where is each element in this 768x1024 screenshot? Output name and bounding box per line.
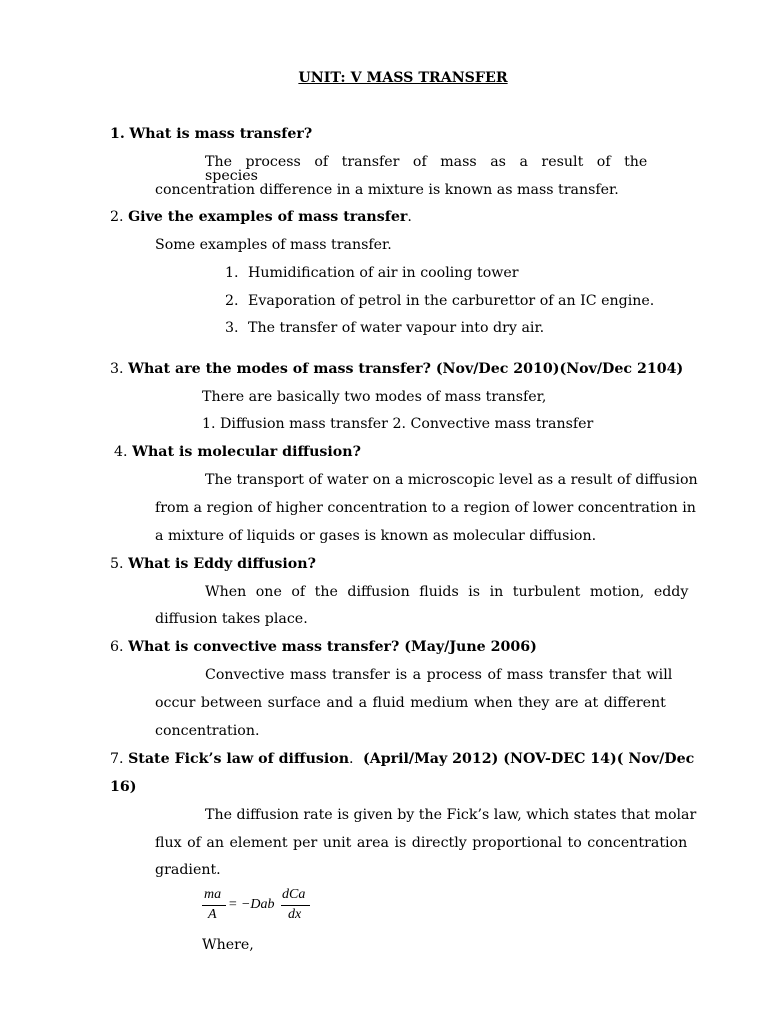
answer-line: occur between surface and a fluid medium when they are at different bbox=[155, 695, 666, 711]
question-reference: (April/May 2012) (NOV-DEC 14)( Nov/Dec bbox=[363, 751, 695, 767]
answer-line: gradient. bbox=[155, 862, 221, 878]
question-text: What is convective mass transfer? (May/June 2006) bbox=[128, 639, 537, 655]
list-item: 3. The transfer of water vapour into dry air. bbox=[225, 320, 545, 336]
lhs-numerator: ma bbox=[204, 887, 222, 902]
question-number: 1. bbox=[110, 126, 125, 142]
where-label: Where, bbox=[202, 937, 254, 953]
question-number: 6. bbox=[110, 639, 124, 655]
answer-line: Convective mass transfer is a process of mass transfer that will bbox=[205, 667, 673, 683]
answer-line: There are basically two modes of mass transfer, bbox=[202, 389, 547, 405]
rhs-numerator: dCa bbox=[282, 887, 306, 902]
answer-line: The diffusion rate is given by the Fick’s law, which states that molar bbox=[205, 807, 697, 823]
answer-line: concentration. bbox=[155, 723, 260, 739]
answer-line: concentration difference in a mixture is known as mass transfer. bbox=[155, 182, 619, 198]
answer-line: Some examples of mass transfer. bbox=[155, 237, 392, 253]
list-item: 2. Evaporation of petrol in the carburettor of an IC engine. bbox=[225, 293, 655, 309]
equals-dab: = −Dab bbox=[228, 897, 275, 912]
question-2: 2. Give the examples of mass transfer. bbox=[110, 209, 412, 225]
question-3 bbox=[110, 362, 683, 376]
question-text: What is Eddy diffusion? bbox=[128, 556, 316, 572]
question-text: What is mass transfer? bbox=[129, 126, 313, 142]
question-reference-cont: 16) bbox=[110, 779, 137, 795]
question-number: 2. bbox=[110, 209, 124, 225]
list-item: 1. Humidification of air in cooling tower bbox=[225, 265, 519, 281]
answer-line: flux of an element per unit area is directly proportional to concentration bbox=[155, 835, 688, 851]
question-5 bbox=[110, 557, 316, 571]
question-number: 4. bbox=[114, 444, 128, 460]
question-text: Give the examples of mass transfer bbox=[128, 209, 408, 225]
fraction-bar bbox=[281, 905, 310, 906]
answer-line bbox=[205, 155, 693, 183]
question-number: 5. bbox=[110, 556, 124, 572]
answer-line: diffusion takes place. bbox=[155, 611, 308, 627]
question-number: 7. bbox=[110, 751, 124, 767]
question-number: 3. bbox=[110, 361, 124, 377]
answer-line: from a region of higher concentration to a region of lower concentration in bbox=[155, 500, 696, 516]
question-text: What is molecular diffusion? bbox=[132, 444, 361, 460]
question-7: 7. State Fick’s law of diffusion. bbox=[110, 751, 354, 767]
lhs-denominator: A bbox=[208, 907, 217, 922]
question-4 bbox=[114, 445, 361, 459]
answer-text: The process of transfer of mass as a result of the species bbox=[205, 154, 648, 185]
answer-line: 1. Diffusion mass transfer 2. Convective mass transfer bbox=[202, 416, 594, 432]
rhs-denominator: dx bbox=[288, 907, 302, 922]
answer-line: The transport of water on a microscopic level as a result of diffusion bbox=[205, 472, 698, 488]
page-title: UNIT: V MASS TRANSFER bbox=[298, 70, 508, 86]
answer-line: a mixture of liquids or gases is known as molecular diffusion. bbox=[155, 528, 597, 544]
question-text: State Fick’s law of diffusion bbox=[128, 751, 350, 767]
question-1 bbox=[110, 127, 312, 141]
question-text: What are the modes of mass transfer? (Nov/Dec 2010)(Nov/Dec 2104) bbox=[128, 361, 684, 377]
question-6 bbox=[110, 640, 537, 654]
answer-line: When one of the diffusion fluids is in turbulent motion, eddy bbox=[205, 584, 689, 600]
fraction-bar bbox=[202, 905, 226, 906]
ficks-law-equation bbox=[200, 888, 320, 928]
